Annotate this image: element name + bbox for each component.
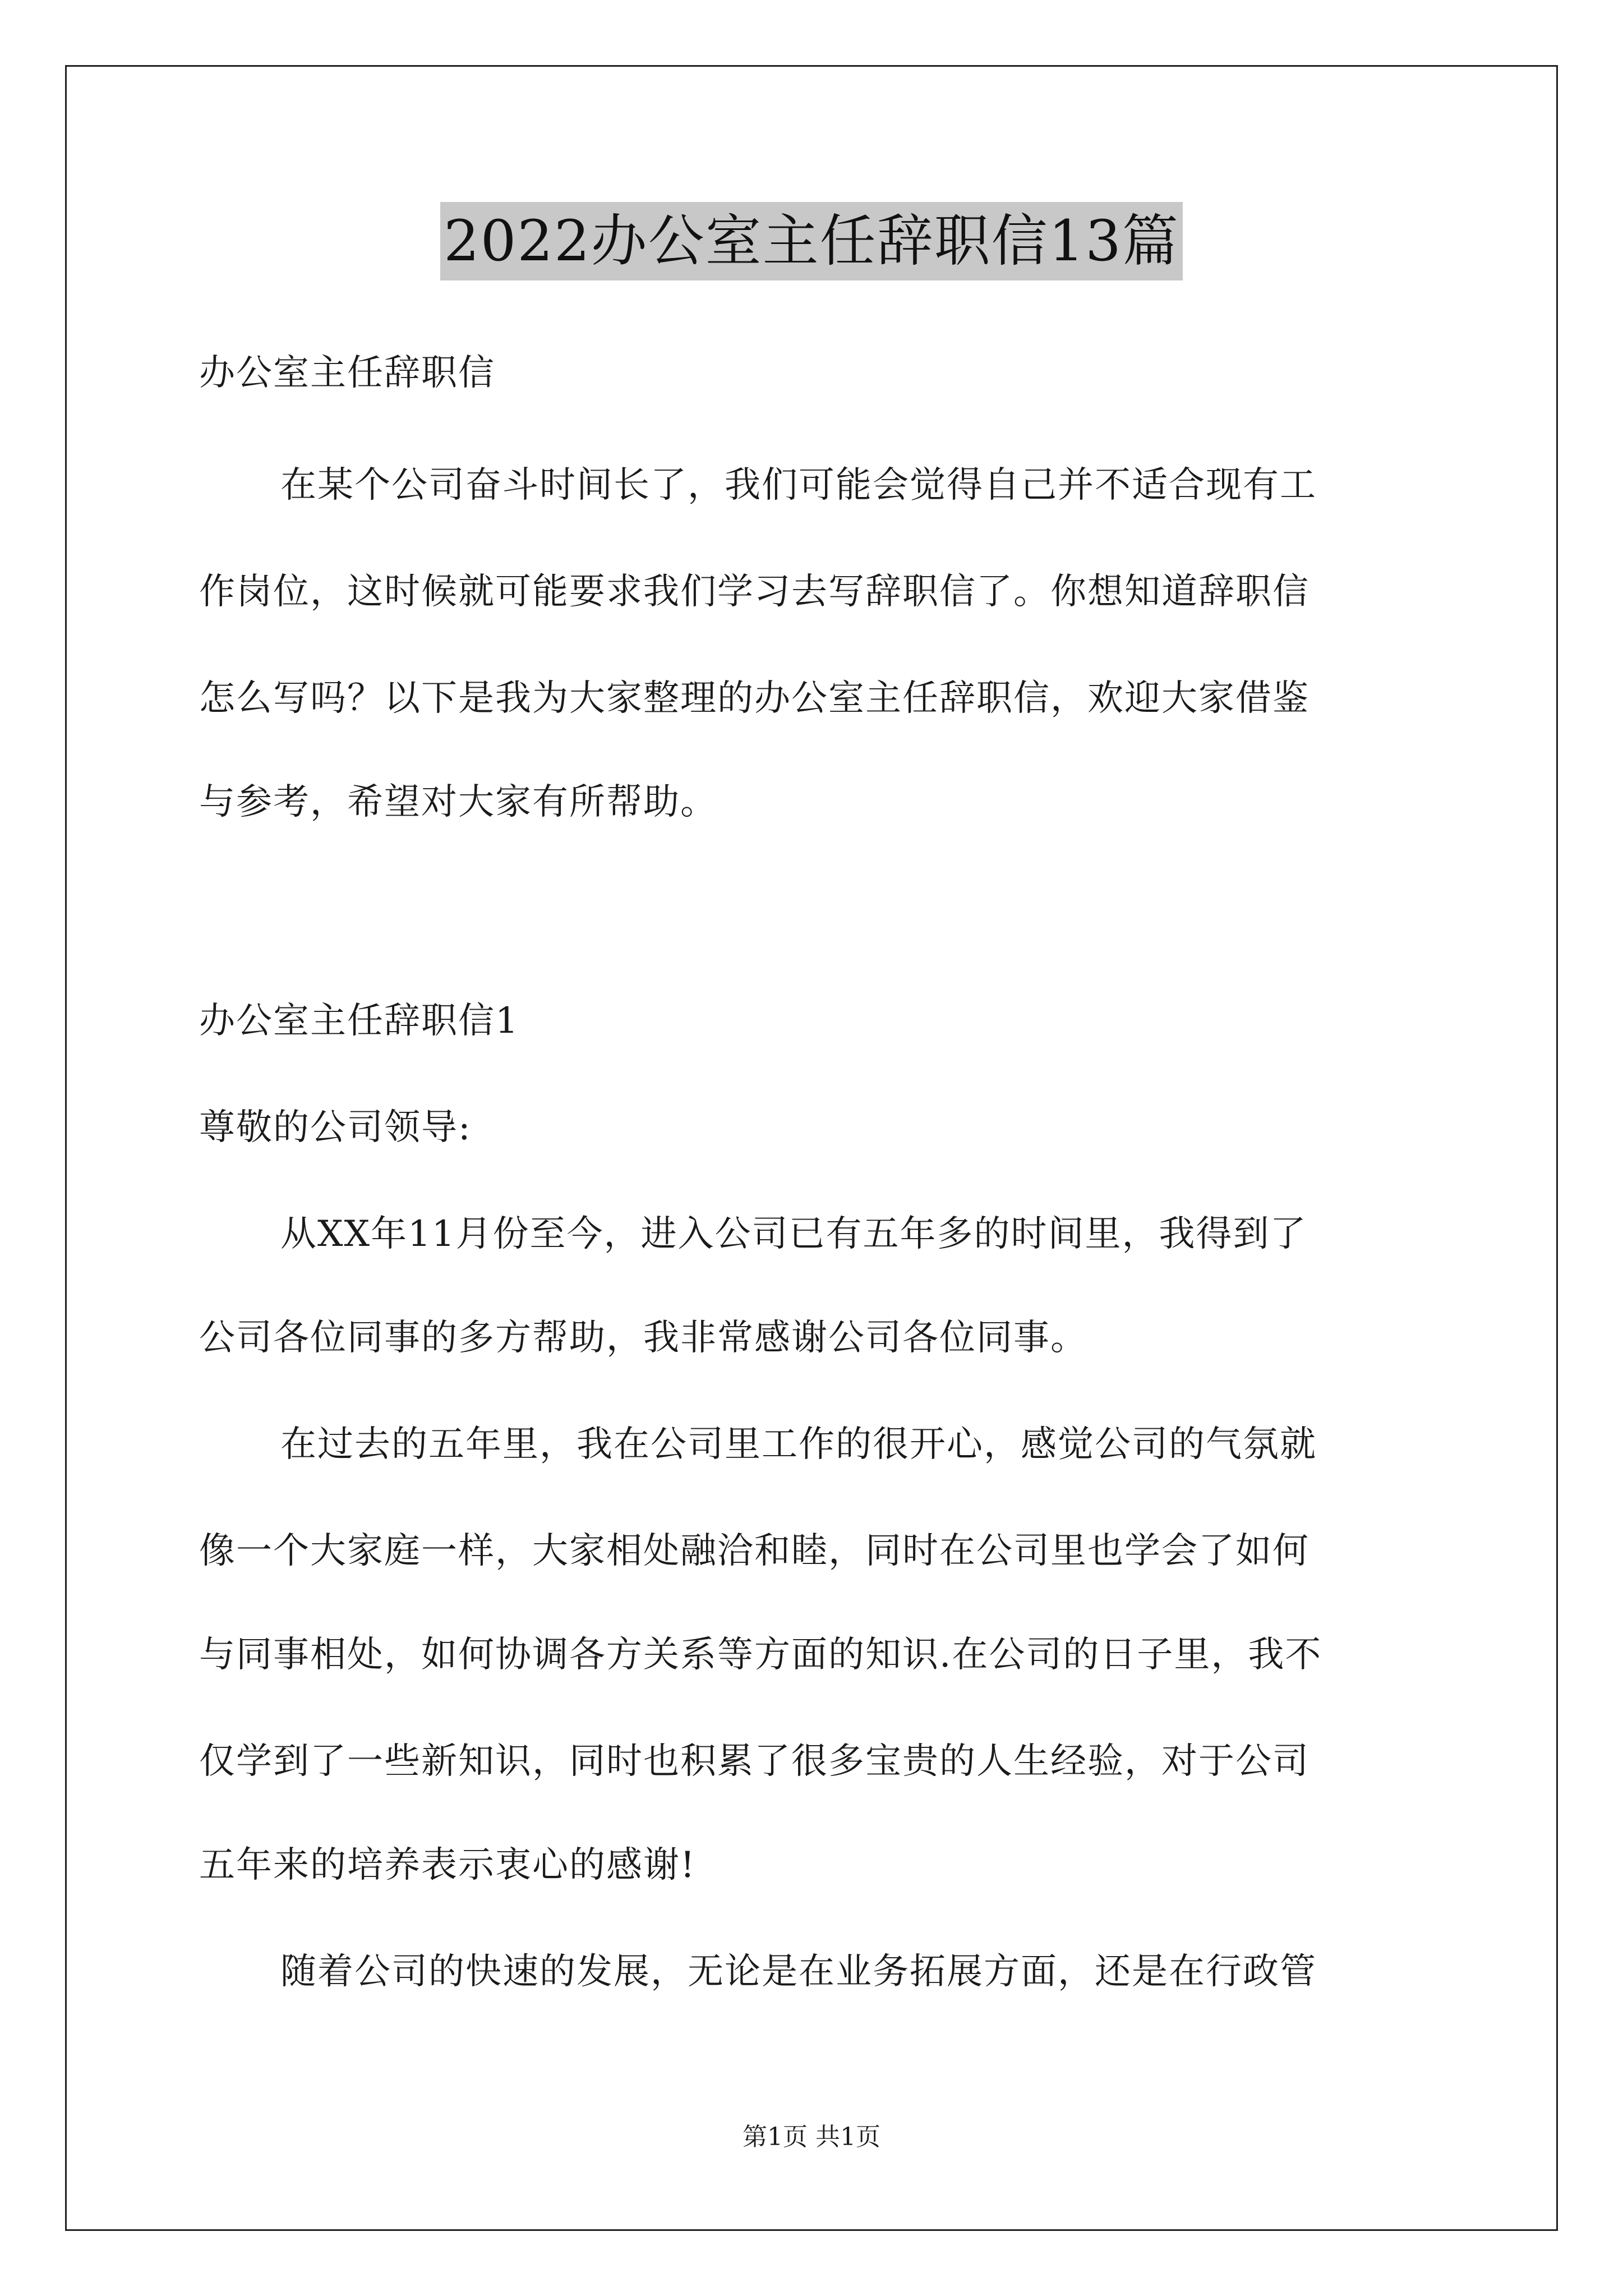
intro-paragraph-line-4: 与参考，希望对大家有所帮助。 — [199, 781, 717, 823]
section-heading-intro: 办公室主任辞职信 — [199, 352, 495, 394]
letter-paragraph-2-line-1: 在过去的五年里，我在公司里工作的很开心，感觉公司的气氛就 — [280, 1424, 1317, 1465]
letter-paragraph-2-line-2: 像一个大家庭一样，大家相处融洽和睦，同时在公司里也学会了如何 — [199, 1530, 1310, 1572]
letter-paragraph-3-line-1: 随着公司的快速的发展，无论是在业务拓展方面，还是在行政管 — [280, 1951, 1317, 1993]
intro-paragraph-line-2: 作岗位，这时候就可能要求我们学习去写辞职信了。你想知道辞职信 — [199, 571, 1310, 613]
letter-paragraph-2-line-5: 五年来的培养表示衷心的感谢! — [199, 1844, 696, 1886]
page-footer: 第1页 共1页 — [743, 2123, 880, 2151]
section-heading-letter-1: 办公室主任辞职信1 — [199, 1000, 519, 1042]
intro-paragraph-line-3: 怎么写吗？以下是我为大家整理的办公室主任辞职信，欢迎大家借鉴 — [199, 678, 1310, 719]
letter-paragraph-1-line-2: 公司各位同事的多方帮助，我非常感谢公司各位同事。 — [199, 1317, 1087, 1359]
letter-paragraph-2-line-4: 仅学到了一些新知识，同时也积累了很多宝贵的人生经验，对于公司 — [199, 1741, 1310, 1782]
letter-paragraph-1-line-1: 从XX年11月份至今，进入公司已有五年多的时间里，我得到了 — [280, 1213, 1307, 1255]
letter-salutation: 尊敬的公司领导: — [199, 1107, 472, 1148]
document-title: 2022办公室主任辞职信13篇 — [440, 202, 1183, 280]
intro-paragraph-line-1: 在某个公司奋斗时间长了，我们可能会觉得自己并不适合现有工 — [280, 464, 1317, 506]
title-container — [0, 202, 1623, 280]
letter-paragraph-2-line-3: 与同事相处，如何协调各方关系等方面的知识.在公司的日子里，我不 — [199, 1634, 1322, 1676]
